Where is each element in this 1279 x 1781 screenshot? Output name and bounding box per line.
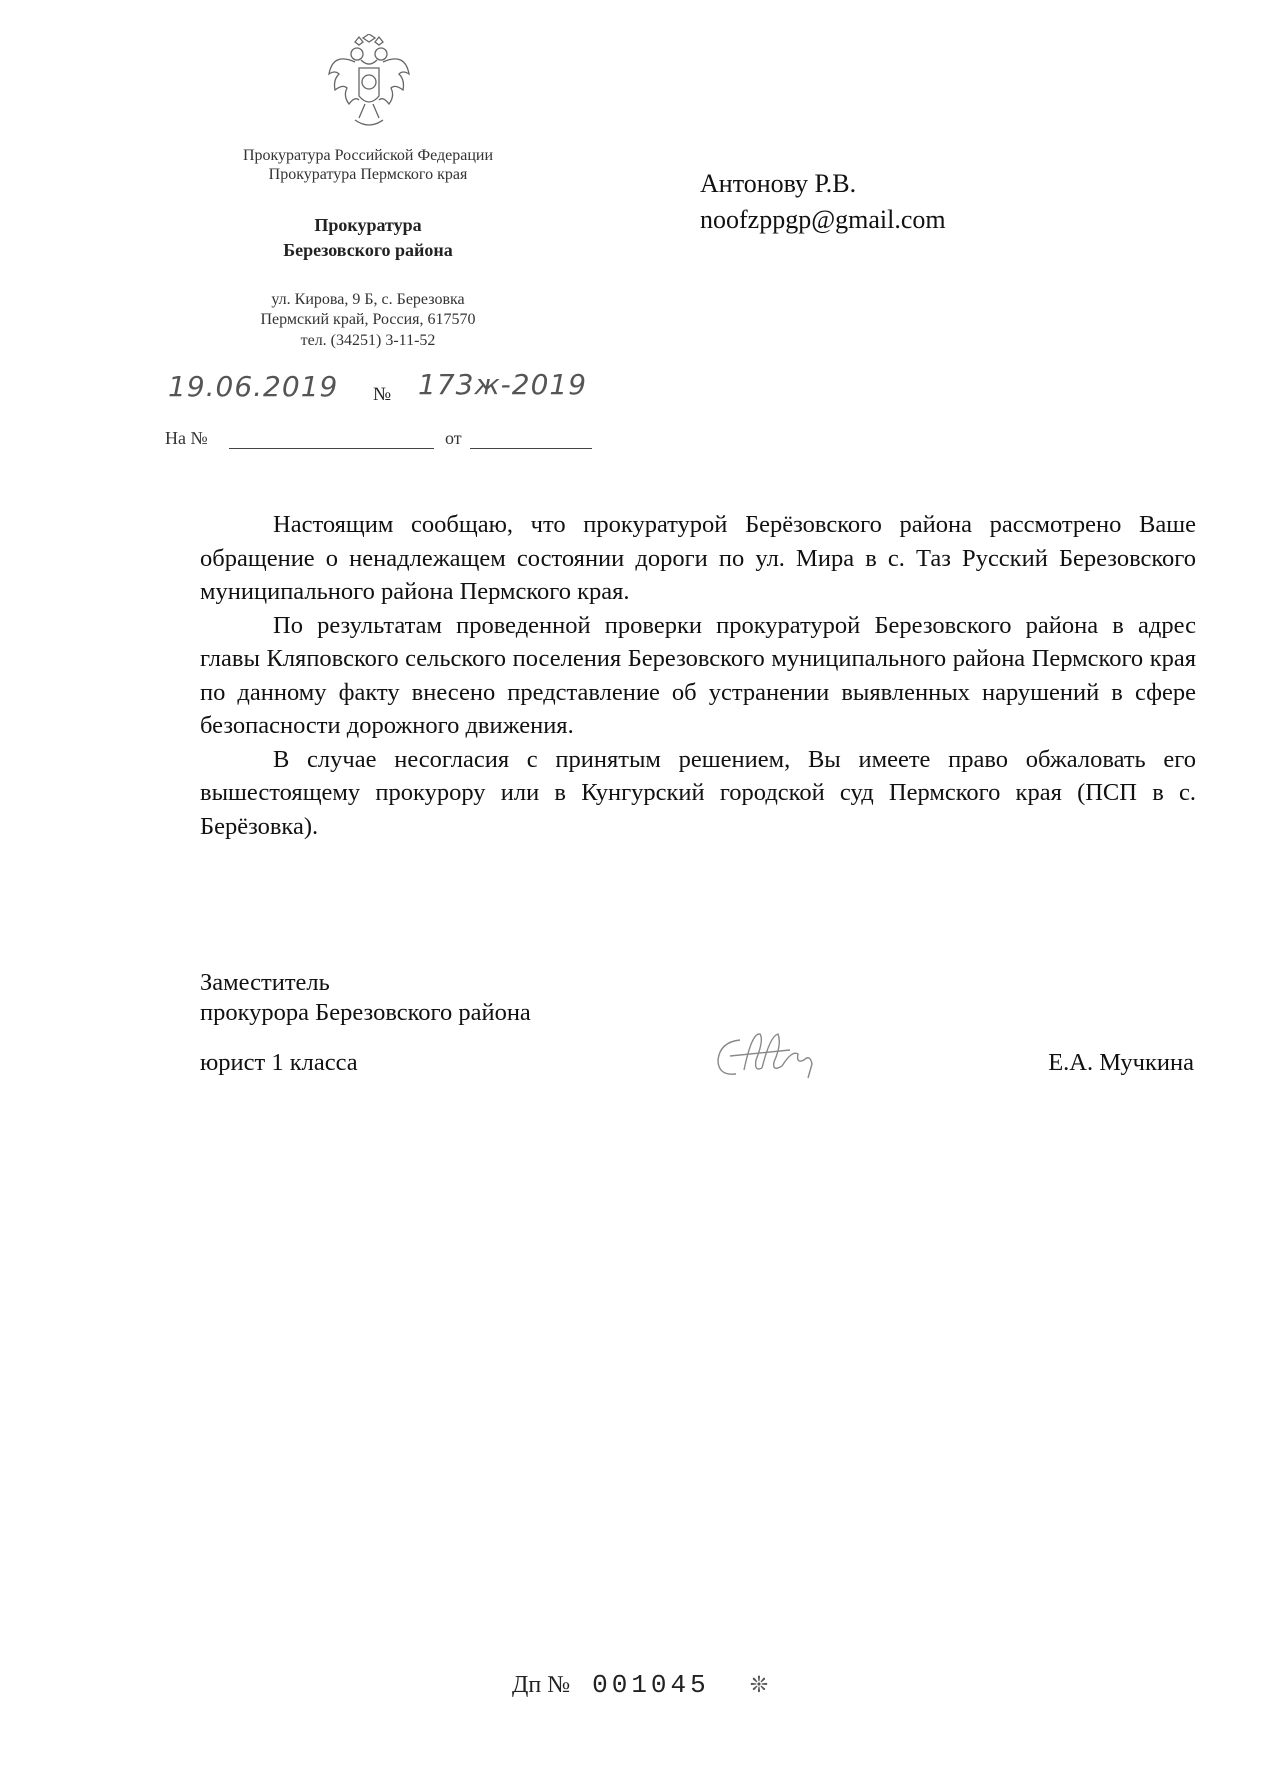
ref-number-label: На № — [165, 428, 208, 448]
body-paragraph-1: Настоящим сообщаю, что прокуратурой Берёзовского района рассмотрено Ваше обращение о ненадлежащем состоянии дороги по ул. Мира в с. Таз Русский Березовского муниципального района Пермского края. — [200, 511, 1196, 605]
snowflake-mark-icon: ❊ — [749, 1673, 769, 1698]
registration-line — [160, 368, 600, 408]
ref-number-blank — [229, 430, 434, 449]
signer-name: Е.А. Мучкина — [1048, 1049, 1194, 1076]
handwritten-signature — [700, 1020, 840, 1090]
reg-number: 173ж-2019 — [418, 368, 588, 401]
reg-number-sign: № — [373, 384, 392, 405]
address-region: Пермский край, Россия, 617570 — [260, 311, 476, 328]
letter-body — [200, 508, 1196, 843]
org-name-line1: Прокуратура — [314, 215, 422, 235]
phone-number: тел. (34251) 3-11-52 — [300, 332, 436, 349]
recipient-name: Антонову Р.В. — [700, 169, 857, 198]
reference-line — [165, 428, 605, 452]
serial-label: Дп № — [512, 1672, 571, 1698]
parent-org-line: Прокуратура Российской Федерации — [242, 147, 494, 164]
recipient-block — [700, 166, 946, 238]
body-paragraph-3: В случае несогласия с принятым решением, Вы имеете право обжаловать его вышестоящему прокурору или в Кунгурский городской суд Пермского края (ПСП в с. Берёзовка). — [200, 745, 1196, 840]
serial-number: 001045 — [592, 1670, 710, 1700]
ref-date-blank — [470, 430, 592, 449]
document-serial — [512, 1670, 768, 1700]
coat-of-arms-icon — [325, 34, 413, 134]
org-name-line2: Березовского района — [283, 240, 453, 260]
signer-title-line2: прокурора Березовского района — [200, 999, 531, 1026]
ref-from-label: от — [445, 428, 462, 448]
recipient-email: noofzppgp@gmail.com — [700, 205, 946, 234]
regional-org-line: Прокуратура Пермского края — [268, 166, 468, 183]
reg-date: 19.06.2019 — [168, 370, 339, 403]
signer-title-line1: Заместитель — [200, 969, 330, 996]
address-street: ул. Кирова, 9 Б, с. Березовка — [271, 291, 465, 308]
signer-rank: юрист 1 класса — [200, 1049, 358, 1076]
body-paragraph-2: По результатам проведенной проверки прокуратурой Березовского района в адрес главы Кляповского сельского поселения Березовского муниципального района Пермского края по данному факту внесено представление об устранении выявленных нарушений в сфере безопасности дорожного движения. — [200, 611, 1196, 739]
